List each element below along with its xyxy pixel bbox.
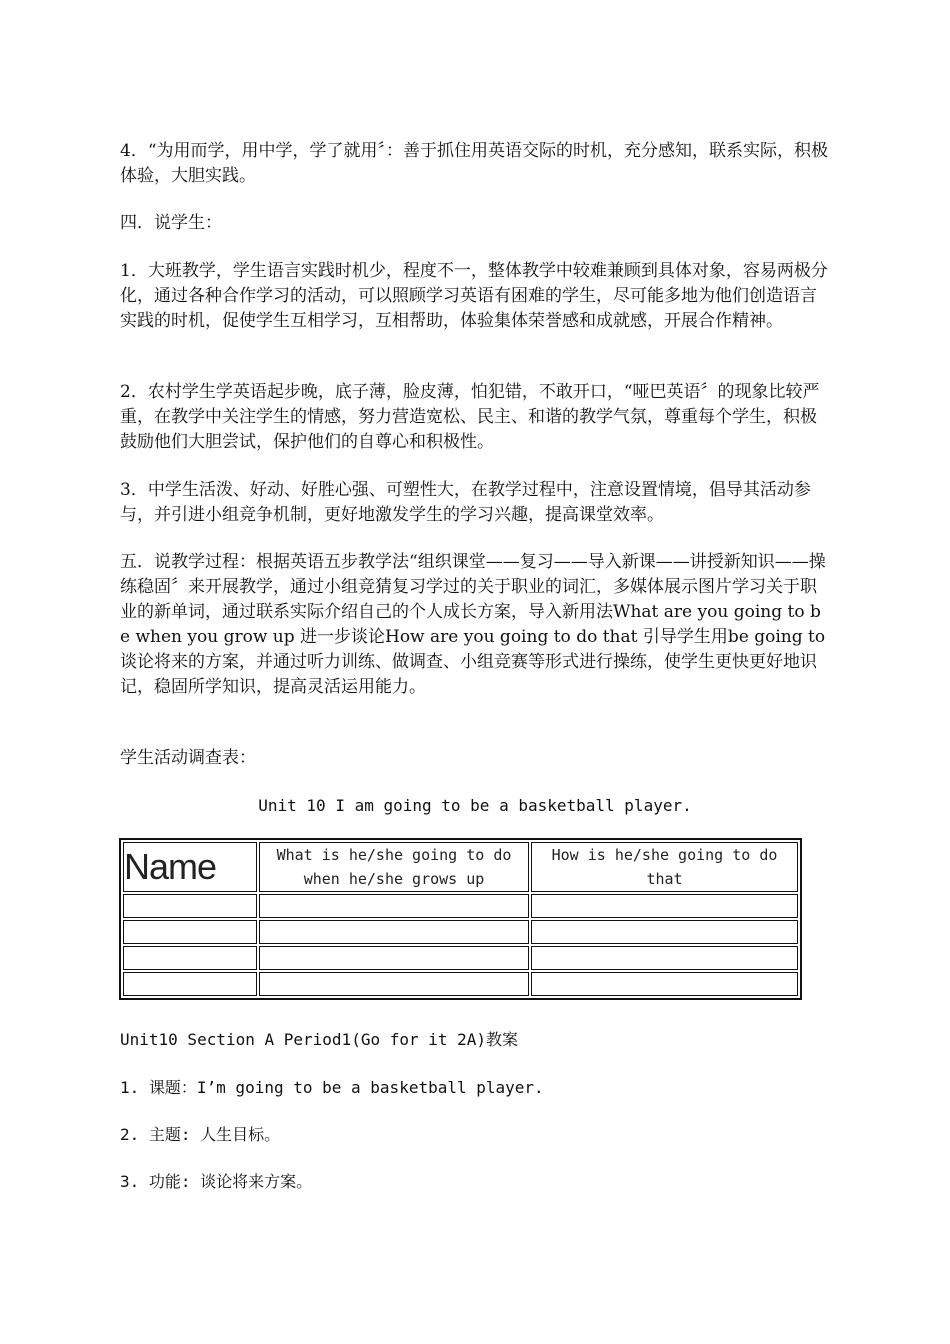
table-cell: [123, 946, 257, 970]
header-how: How is he/she going to do that: [531, 842, 798, 892]
table-row: [123, 920, 798, 944]
paragraph-teaching-process: 五．说教学过程：根据英语五步教学法“组织课堂——复习——导入新课——讲授新知识——操练稳固〞来开展教学，通过小组竞猜复习学过的关于职业的词汇，多媒体展示图片学习关于职业的新单词，通过联系实际介绍自己的个人成长方案，导入新用法What are you going to be when you grow up 进一步谈论How are you going to do that 引导学生用be going to 谈论将来的方案，并通过听力训练、做调查、小组竞赛等形式进行操练，使学生更快更好地识记，稳固所学知识，提高灵活运用能力。: [120, 552, 826, 697]
survey-table: [119, 838, 802, 1000]
table-row: [123, 972, 798, 996]
paragraph-4-principle: 4．“为用而学，用中学，学了就用〞：善于抓住用英语交际的时机，充分感知，联系实际，积极体验，大胆实践。: [120, 141, 829, 186]
paragraph-students-1: 1．大班教学，学生语言实践时机少，程度不一，整体教学中较难兼顾到具体对象，容易两极分化，通过各种合作学习的活动，可以照顾学习英语有困难的学生，尽可能多地为他们创造语言实践的时机，促使学生互相学习，互相帮助，体验集体荣誉感和成就感，开展合作精神。: [120, 261, 828, 331]
section-heading-students: 四．说学生：: [120, 213, 222, 233]
paragraph-students-2: 2．农村学生学英语起步晚，底子薄，脸皮薄，怕犯错，不敢开口，“哑巴英语〞的现象比较严重，在教学中关注学生的情感，努力营造宽松、民主、和谐的教学气氛，尊重每个学生，积极鼓励他们大胆尝试，保护他们的自尊心和积极性。: [120, 382, 820, 452]
table-cell: [531, 946, 798, 970]
paragraph-students-3: 3．中学生活泼、好动、好胜心强、可塑性大，在教学过程中，注意设置情境，倡导其活动参与，并引进小组竞争机制，更好地激发学生的学习兴趣，提高课堂效率。: [120, 480, 811, 525]
table-row: [123, 946, 798, 970]
table-cell: [259, 894, 529, 918]
table-cell: [531, 920, 798, 944]
table-cell: [531, 894, 798, 918]
lesson-item-function: 3. 功能: 谈论将来方案。: [120, 1172, 313, 1191]
table-cell: [123, 972, 257, 996]
table-header-row: [123, 842, 798, 892]
table-cell: [259, 946, 529, 970]
lesson-item-topic: 1. 课题：I’m going to be a basketball player.: [120, 1078, 544, 1097]
table-row: [123, 894, 798, 918]
lesson-item-theme: 2. 主题: 人生目标。: [120, 1125, 281, 1144]
table-cell: [123, 894, 257, 918]
table-caption: Unit 10 I am going to be a basketball player.: [258, 796, 692, 815]
table-cell: [531, 972, 798, 996]
survey-label: 学生活动调查表：: [120, 748, 256, 768]
table-cell: [123, 920, 257, 944]
table-cell: [259, 972, 529, 996]
header-what: What is he/she going to do when he/she grows up: [259, 842, 529, 892]
lesson-title: Unit10 Section A Period1(Go for it 2A)教案: [120, 1030, 519, 1049]
header-name: Name: [123, 842, 257, 892]
table-cell: [259, 920, 529, 944]
